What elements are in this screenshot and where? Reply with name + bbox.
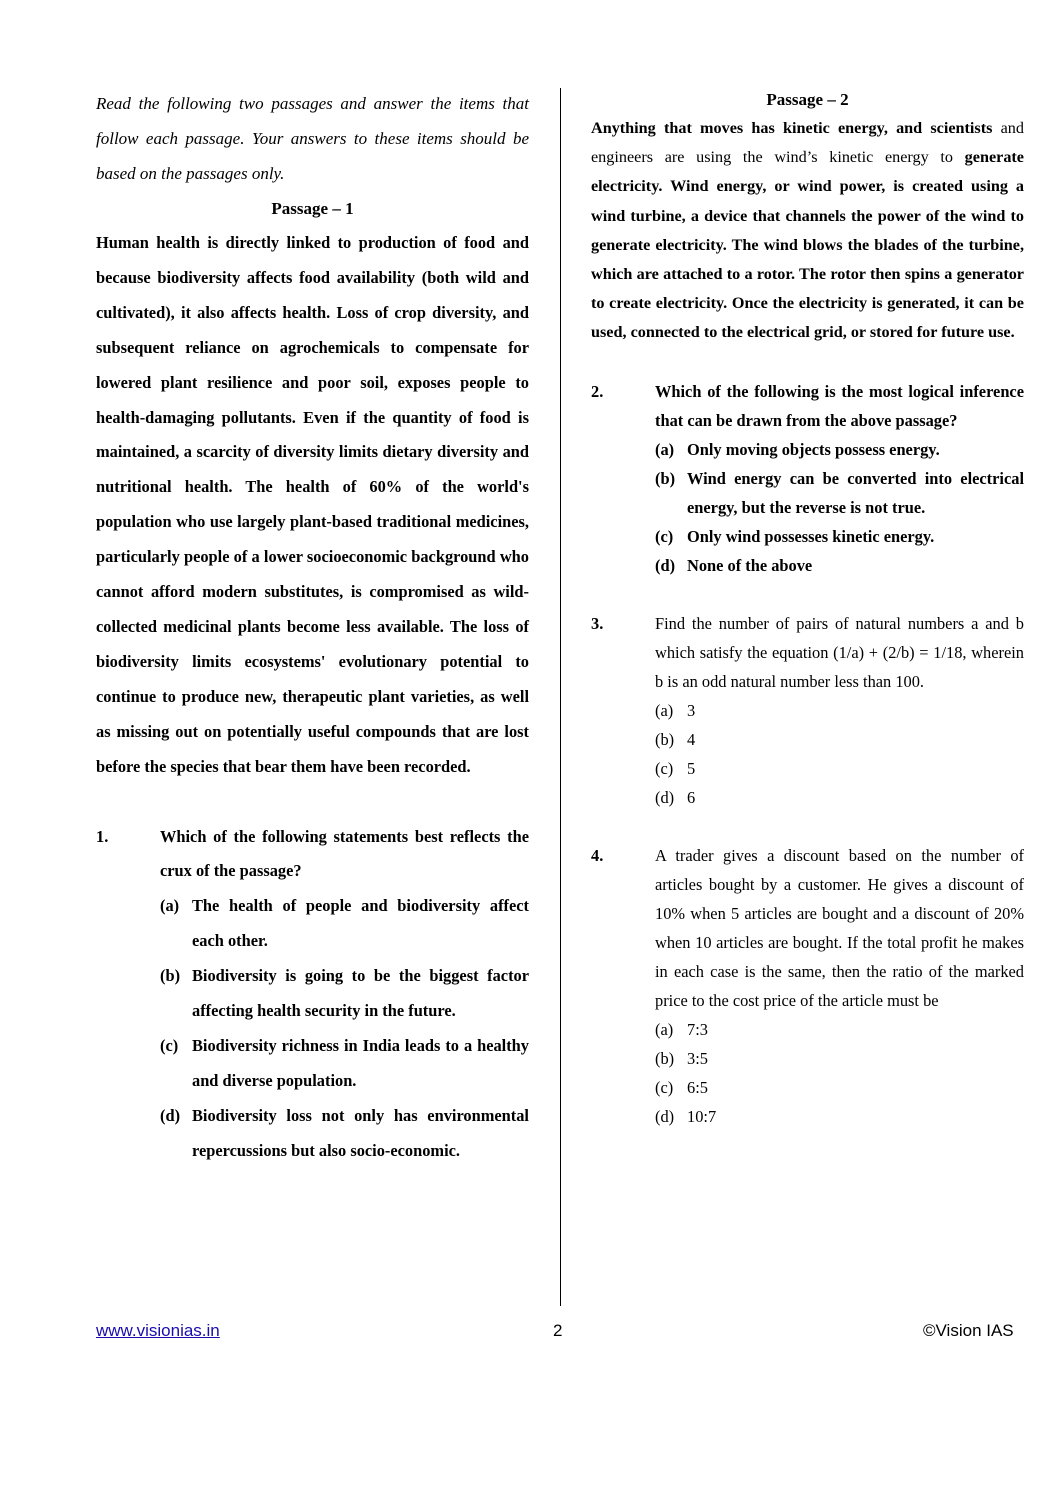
- option-c: (c) 5: [655, 758, 696, 778]
- option-c: (c) Only wind possesses kinetic energy.: [655, 526, 935, 546]
- question-1: [96, 820, 529, 1169]
- option-d: (d) 6: [655, 787, 696, 807]
- option-c: (c) Biodiversity richness in India leads to a healthy and diverse population.: [160, 1035, 529, 1090]
- right-column: [591, 86, 1024, 1131]
- question-3: [591, 609, 1024, 812]
- question-text: Which of the following statements best reflects the crux of the passage?: [160, 826, 529, 881]
- question-text: A trader gives a discount based on the number of articles bought by a customer. He gives a discount of 10% when 5 articles are bought and a discount of 20% when 10 articles are bought. If the total profit he makes in each case is the same, then the ratio of the marked price to the cost price of the article must be: [655, 845, 1024, 1010]
- option-d: (d) None of the above: [655, 555, 813, 575]
- passage-1-text: Human health is directly linked to production of food and because biodiversity affects food availability (both wild and cultivated), it also affects health. Loss of crop diversity, and subsequent reliance on agrochemicals to compensate for lowered plant resilience and poor soil, exposes people to health-damaging pollutants. Even if the quantity of food is maintained, a scarcity of diversity limits dietary diversity and nutritional health. The health of 60% of the world's population who use largely plant-based traditional medicines, particularly people of a lower socioeconomic background who cannot afford modern substitutes, is compromised as wild-collected medicinal plants become less available. The loss of biodiversity limits ecosystems' evolutionary potential to continue to produce new, therapeutic plant varieties, as well as missing out on potentially useful compounds that are lost before the species that bear them have been recorded.: [96, 233, 529, 776]
- option-b: (b) 4: [655, 729, 696, 749]
- option-b: (b) Wind energy can be converted into electrical energy, but the reverse is not true.: [655, 468, 1024, 517]
- question-4: [591, 841, 1024, 1131]
- option-b: (b) Biodiversity is going to be the biggest factor affecting health security in the future.: [160, 966, 529, 1021]
- question-number: 2.: [591, 381, 604, 401]
- option-b: (b) 3:5: [655, 1048, 708, 1068]
- question-number: 3.: [591, 613, 604, 633]
- option-a: (a) 7:3: [655, 1019, 708, 1039]
- question-text: Find the number of pairs of natural numbers a and b which satisfy the equation (1/a) + (2/b) = 1/18, wherein b is an odd natural number less than 100.: [655, 613, 1024, 691]
- copyright: ©Vision IAS: [923, 1321, 1014, 1340]
- option-d: (d) 10:7: [655, 1106, 717, 1126]
- question-number: 4.: [591, 845, 604, 865]
- passage-2-text: Anything that moves has kinetic energy, and scientists and engineers are using the wind’s kinetic energy to generate electricity. Wind energy, or wind power, is created using a wind turbine, a device that channels the power of the wind to generate electricity. The wind blows the blades of the turbine, which are attached to a rotor. The rotor then spins a generator to create electricity. Once the electricity is generated, it can be used, connected to the electrical grid, or stored for future use.: [591, 119, 1024, 342]
- left-column: [96, 86, 529, 1169]
- instructions: Read the following two passages and answer the items that follow each passage. Your answers to these items should be based on the passages only.: [96, 94, 529, 183]
- option-c: (c) 6:5: [655, 1077, 708, 1097]
- option-a: (a) Only moving objects possess energy.: [655, 439, 940, 459]
- page-number: 2: [553, 1321, 563, 1340]
- option-a: (a) The health of people and biodiversity affect each other.: [160, 896, 529, 951]
- question-text: Which of the following is the most logical inference that can be drawn from the above passage?: [655, 381, 1024, 430]
- column-divider: [560, 88, 561, 1306]
- website-link[interactable]: www.visionias.in: [96, 1321, 220, 1340]
- option-a: (a) 3: [655, 700, 696, 720]
- passage-2-title: Passage – 2: [766, 90, 849, 109]
- passage-1-title: Passage – 1: [271, 199, 354, 218]
- question-number: 1.: [96, 826, 109, 846]
- option-d: (d) Biodiversity loss not only has environmental repercussions but also socio-economic.: [160, 1105, 529, 1160]
- question-2: [591, 377, 1024, 580]
